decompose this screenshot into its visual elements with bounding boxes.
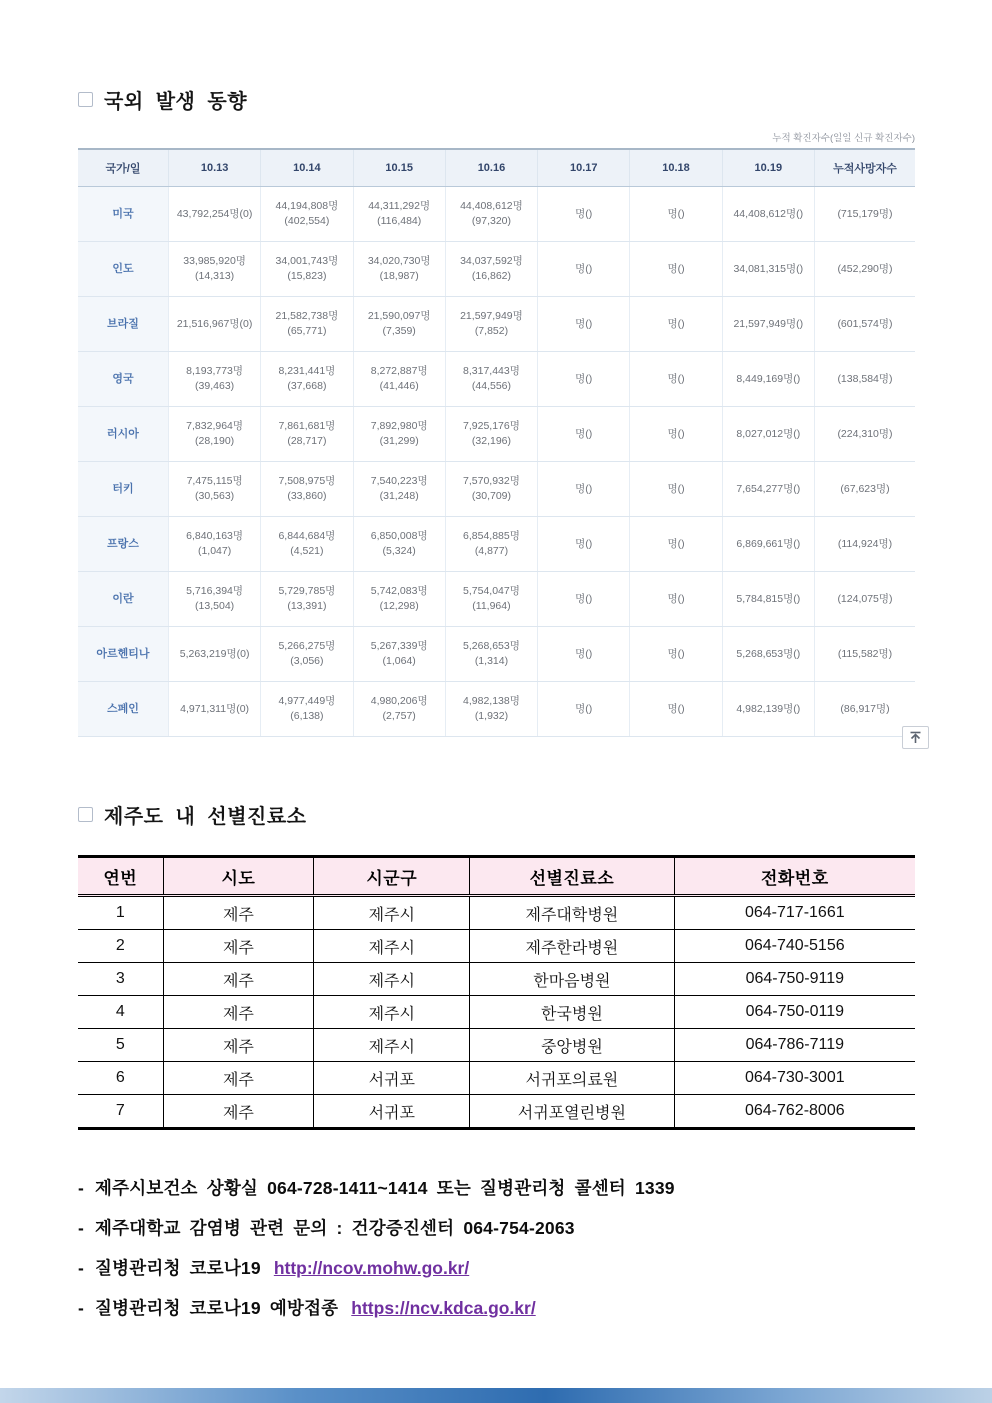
- clinic-cell: 서귀포: [314, 1062, 470, 1095]
- overseas-section-title-text: 국외 발생 동향: [104, 91, 248, 113]
- clinic-cell: 제주시: [314, 963, 470, 996]
- note-line: [78, 1255, 915, 1280]
- value-cell: 6,844,684명 (4,521): [261, 517, 353, 572]
- value-cell: 4,982,138명 (1,932): [445, 682, 537, 737]
- value-cell: 7,570,932명 (30,709): [445, 462, 537, 517]
- clinics-col-header: 선별진료소: [470, 857, 674, 896]
- overseas-col-header: 10.17: [538, 149, 630, 187]
- value-cell: 5,267,339명 (1,064): [353, 627, 445, 682]
- value-cell: 7,654,277명(): [722, 462, 814, 517]
- value-cell: (67,623명): [814, 462, 915, 517]
- overseas-row: [78, 627, 915, 682]
- value-cell: 5,268,653명 (1,314): [445, 627, 537, 682]
- value-cell: 명(): [630, 462, 722, 517]
- value-cell: 8,193,773명 (39,463): [168, 352, 260, 407]
- value-cell: 4,977,449명 (6,138): [261, 682, 353, 737]
- clinic-cell: 4: [78, 996, 163, 1029]
- clinic-cell: 064-762-8006: [674, 1095, 915, 1129]
- clinic-cell: 서귀포의료원: [470, 1062, 674, 1095]
- clinic-row: [78, 963, 915, 996]
- value-cell: 6,840,163명 (1,047): [168, 517, 260, 572]
- notes-list: [78, 1175, 915, 1320]
- value-cell: (138,584명): [814, 352, 915, 407]
- clinics-col-header: 시군구: [314, 857, 470, 896]
- clinic-cell: 제주: [163, 996, 314, 1029]
- overseas-row: [78, 297, 915, 352]
- overseas-section-title: [78, 85, 915, 114]
- note-text: 제주시보건소 상황실 064-728-1411~1414 또는 질병관리청 콜센터 1339: [95, 1178, 675, 1198]
- value-cell: 7,508,975명 (33,860): [261, 462, 353, 517]
- clinics-col-header: 전화번호: [674, 857, 915, 896]
- value-cell: 명(): [538, 352, 630, 407]
- scroll-to-top-button[interactable]: [902, 726, 929, 749]
- value-cell: 34,037,592명 (16,862): [445, 242, 537, 297]
- overseas-row: [78, 572, 915, 627]
- value-cell: 34,020,730명 (18,987): [353, 242, 445, 297]
- value-cell: 34,081,315명(): [722, 242, 814, 297]
- overseas-col-header: 10.16: [445, 149, 537, 187]
- value-cell: 5,784,815명(): [722, 572, 814, 627]
- clinic-cell: 7: [115, 1102, 125, 1119]
- note-dash: -: [78, 1178, 85, 1198]
- value-cell: 44,408,612명(): [722, 187, 814, 242]
- clinic-row: [78, 1095, 915, 1129]
- overseas-row: [78, 517, 915, 572]
- clinic-cell: 제주시: [314, 1029, 470, 1062]
- checkbox-icon: [78, 807, 93, 822]
- clinic-row: [78, 996, 915, 1029]
- value-cell: 명(): [630, 682, 722, 737]
- value-cell: 5,263,219명(0): [168, 627, 260, 682]
- value-cell: 5,742,083명 (12,298): [353, 572, 445, 627]
- value-cell: (601,574명): [814, 297, 915, 352]
- value-cell: 21,597,949명(): [722, 297, 814, 352]
- overseas-col-header: 10.19: [722, 149, 814, 187]
- clinic-cell: 064-786-7119: [674, 1029, 915, 1062]
- value-cell: 43,792,254명(0): [168, 187, 260, 242]
- overseas-row: [78, 682, 915, 737]
- clinic-cell: 한국병원: [470, 996, 674, 1029]
- value-cell: 4,971,311명(0): [168, 682, 260, 737]
- country-cell: 프랑스: [78, 517, 168, 572]
- footer-gradient-bar: [0, 1388, 992, 1403]
- value-cell: 7,925,176명 (32,196): [445, 407, 537, 462]
- value-cell: (452,290명): [814, 242, 915, 297]
- clinic-cell: 중앙병원: [470, 1029, 674, 1062]
- value-cell: 44,408,612명 (97,320): [445, 187, 537, 242]
- value-cell: (715,179명): [814, 187, 915, 242]
- clinic-cell: 한마음병원: [470, 963, 674, 996]
- clinics-table-body: [78, 896, 915, 1129]
- clinic-row: [78, 1029, 915, 1062]
- note-link[interactable]: http://ncov.mohw.go.kr/: [273, 1258, 470, 1278]
- clinic-cell: 제주시: [314, 930, 470, 963]
- clinic-cell: 064-740-5156: [674, 930, 915, 963]
- value-cell: 7,540,223명 (31,248): [353, 462, 445, 517]
- value-cell: 21,582,738명 (65,771): [261, 297, 353, 352]
- value-cell: 명(): [538, 682, 630, 737]
- clinic-cell: 2: [78, 930, 163, 963]
- value-cell: (224,310명): [814, 407, 915, 462]
- value-cell: 44,311,292명 (116,484): [353, 187, 445, 242]
- value-cell: 명(): [538, 627, 630, 682]
- value-cell: (115,582명): [814, 627, 915, 682]
- overseas-col-header: 국가/일: [78, 149, 168, 187]
- country-cell: 영국: [78, 352, 168, 407]
- value-cell: 5,268,653명(): [722, 627, 814, 682]
- country-cell: 브라질: [78, 297, 168, 352]
- clinic-cell: 064-730-3001: [674, 1062, 915, 1095]
- value-cell: 21,590,097명 (7,359): [353, 297, 445, 352]
- value-cell: 4,980,206명 (2,757): [353, 682, 445, 737]
- clinic-cell: 064-750-0119: [674, 996, 915, 1029]
- overseas-col-header: 10.18: [630, 149, 722, 187]
- value-cell: 7,861,681명 (28,717): [261, 407, 353, 462]
- value-cell: 5,729,785명 (13,391): [261, 572, 353, 627]
- clinics-section-title-text: 제주도 내 선별진료소: [104, 806, 307, 828]
- overseas-table: [78, 148, 915, 737]
- value-cell: 21,516,967명(0): [168, 297, 260, 352]
- overseas-col-header: 10.13: [168, 149, 260, 187]
- overseas-row: [78, 462, 915, 517]
- value-cell: 4,982,139명(): [722, 682, 814, 737]
- value-cell: 명(): [630, 242, 722, 297]
- value-cell: 명(): [538, 407, 630, 462]
- value-cell: 5,754,047명 (11,964): [445, 572, 537, 627]
- overseas-row: [78, 187, 915, 242]
- value-cell: 명(): [538, 462, 630, 517]
- clinic-cell: 제주: [163, 1095, 314, 1129]
- clinic-row: [78, 1062, 915, 1095]
- value-cell: 8,272,887명 (41,446): [353, 352, 445, 407]
- value-cell: 7,892,980명 (31,299): [353, 407, 445, 462]
- value-cell: 7,475,115명 (30,563): [168, 462, 260, 517]
- overseas-header-row: [78, 149, 915, 187]
- clinic-cell: 1: [78, 896, 163, 930]
- value-cell: 5,716,394명 (13,504): [168, 572, 260, 627]
- country-cell: 인도: [78, 242, 168, 297]
- note-line: [78, 1215, 915, 1240]
- table-unit-note: 누적 확진자수(일일 신규 확진자수): [772, 133, 915, 144]
- value-cell: 명(): [538, 572, 630, 627]
- overseas-table-wrap: [78, 148, 915, 737]
- value-cell: 6,869,661명(): [722, 517, 814, 572]
- value-cell: 8,449,169명(): [722, 352, 814, 407]
- value-cell: 명(): [538, 297, 630, 352]
- value-cell: 명(): [538, 242, 630, 297]
- clinic-cell: 5: [78, 1029, 163, 1062]
- value-cell: 5,266,275명 (3,056): [261, 627, 353, 682]
- note-line: [78, 1295, 915, 1320]
- clinics-col-header: 시도: [163, 857, 314, 896]
- note-dash: -: [78, 1298, 85, 1318]
- country-cell: 스페인: [78, 682, 168, 737]
- value-cell: 8,231,441명 (37,668): [261, 352, 353, 407]
- clinic-cell: 제주: [163, 1062, 314, 1095]
- note-link[interactable]: https://ncv.kdca.go.kr/: [351, 1298, 536, 1318]
- country-cell: 이란: [78, 572, 168, 627]
- clinic-cell: 3: [78, 963, 163, 996]
- country-cell: 미국: [78, 187, 168, 242]
- clinic-cell: 제주: [163, 896, 314, 930]
- clinic-cell: 제주시: [314, 896, 470, 930]
- clinic-cell: 6: [78, 1062, 163, 1095]
- value-cell: 7,832,964명 (28,190): [168, 407, 260, 462]
- value-cell: (86,917명): [814, 682, 915, 737]
- value-cell: 명(): [538, 517, 630, 572]
- overseas-section: [78, 85, 915, 737]
- clinic-cell: 서귀포열린병원: [470, 1095, 674, 1129]
- value-cell: 명(): [538, 187, 630, 242]
- value-cell: 34,001,743명 (15,823): [261, 242, 353, 297]
- clinic-cell: 064-717-1661: [674, 896, 915, 930]
- clinics-header-row: [78, 857, 915, 896]
- note-line: [78, 1175, 915, 1200]
- overseas-table-body: [78, 187, 915, 737]
- value-cell: 명(): [630, 627, 722, 682]
- note-text: 질병관리청 코로나19: [95, 1258, 261, 1278]
- clinic-cell: 제주시: [314, 996, 470, 1029]
- note-text: 제주대학교 감염병 관련 문의 : 건강증진센터 064-754-2063: [95, 1218, 575, 1238]
- value-cell: 명(): [630, 407, 722, 462]
- country-cell: 터키: [78, 462, 168, 517]
- arrow-to-top-icon: [909, 731, 922, 744]
- overseas-col-header: 10.15: [353, 149, 445, 187]
- value-cell: 명(): [630, 572, 722, 627]
- value-cell: 명(): [630, 517, 722, 572]
- value-cell: 44,194,808명 (402,554): [261, 187, 353, 242]
- clinic-row: [78, 930, 915, 963]
- clinic-cell: 064-750-9119: [674, 963, 915, 996]
- checkbox-icon: [78, 92, 93, 107]
- value-cell: 21,597,949명 (7,852): [445, 297, 537, 352]
- value-cell: (124,075명): [814, 572, 915, 627]
- clinic-cell: 서귀포: [314, 1095, 470, 1129]
- value-cell: (114,924명): [814, 517, 915, 572]
- country-cell: 러시아: [78, 407, 168, 462]
- overseas-col-header: 누적사망자수: [814, 149, 915, 187]
- value-cell: 6,854,885명 (4,877): [445, 517, 537, 572]
- note-dash: -: [78, 1258, 85, 1278]
- clinic-cell: 제주: [163, 1029, 314, 1062]
- clinic-cell: 제주: [163, 930, 314, 963]
- value-cell: 6,850,008명 (5,324): [353, 517, 445, 572]
- value-cell: 명(): [630, 297, 722, 352]
- clinics-col-header: 연번: [78, 857, 163, 896]
- note-dash: -: [78, 1218, 85, 1238]
- clinic-row: [78, 896, 915, 930]
- clinic-cell: 제주대학병원: [470, 896, 674, 930]
- overseas-row: [78, 242, 915, 297]
- overseas-row: [78, 352, 915, 407]
- value-cell: 명(): [630, 352, 722, 407]
- value-cell: 명(): [630, 187, 722, 242]
- overseas-row: [78, 407, 915, 462]
- clinic-cell: 제주한라병원: [470, 930, 674, 963]
- clinics-section: [78, 800, 915, 1130]
- value-cell: 33,985,920명 (14,313): [168, 242, 260, 297]
- clinics-section-title: [78, 800, 915, 829]
- overseas-col-header: 10.14: [261, 149, 353, 187]
- clinic-cell: 제주: [163, 963, 314, 996]
- clinics-table: [78, 855, 915, 1130]
- value-cell: 8,027,012명(): [722, 407, 814, 462]
- note-text: 질병관리청 코로나19 예방접종: [95, 1298, 339, 1318]
- value-cell: 8,317,443명 (44,556): [445, 352, 537, 407]
- country-cell: 아르헨티나: [78, 627, 168, 682]
